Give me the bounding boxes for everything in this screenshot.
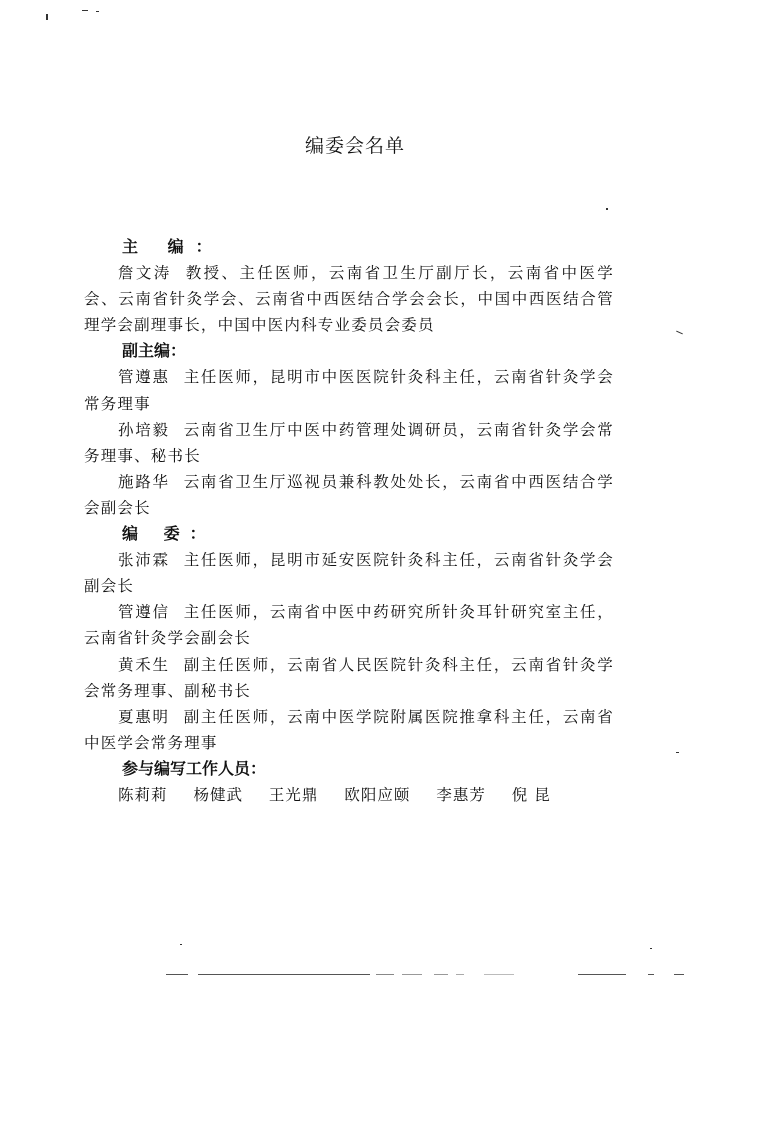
editorial-committee-heading: 编 委：	[122, 524, 216, 544]
member-description: 主任医师，昆明市延安医院针灸科主任，云南省针灸学会副会长	[84, 551, 614, 596]
footer-rule	[434, 974, 448, 975]
scan-speck	[180, 944, 182, 945]
member-description: 副主任医师，云南中医学院附属医院推拿科主任，云南省中医学会常务理事	[84, 707, 614, 752]
footer-rule	[456, 974, 464, 975]
participant-name: 王光鼎	[268, 785, 319, 804]
chief-editor-entry	[84, 260, 614, 338]
scan-speck	[96, 11, 99, 12]
member-description: 副主任医师，云南省人民医院针灸科主任，云南省针灸学会常务理事、副秘书长	[84, 655, 614, 700]
scan-speck	[82, 10, 88, 11]
scan-speck	[46, 14, 48, 20]
footer-rule	[578, 974, 626, 975]
participant-name: 陈莉莉	[118, 785, 168, 804]
member-name: 张沛霖	[118, 551, 170, 570]
member-name: 施路华	[118, 472, 170, 491]
participants-heading: 参与编写工作人员：	[122, 758, 267, 778]
member-description: 云南省卫生厅巡视员兼科教处处长，云南省中西医结合学会副会长	[84, 472, 614, 517]
member-name: 詹文涛	[118, 264, 172, 283]
editorial-board-list	[84, 234, 614, 808]
page-title: 编委会名单	[304, 135, 405, 157]
member-description: 主任医师，昆明市中医医院针灸科主任，云南省针灸学会常务理事	[84, 368, 614, 413]
scan-speck	[676, 752, 679, 753]
participants-list	[84, 782, 614, 808]
member-name: 管遵信	[118, 603, 170, 622]
participant-name: 倪 昆	[511, 785, 551, 804]
chief-editor-heading: 主 编：	[122, 237, 224, 256]
footer-rule	[648, 974, 654, 975]
scan-speck	[650, 948, 652, 949]
footer-rule	[484, 974, 514, 975]
member-name: 夏惠明	[118, 707, 170, 726]
deputy-editor-entry	[84, 417, 614, 469]
committee-member-entry	[84, 599, 614, 651]
member-description: 主任医师，云南省中医中药研究所针灸耳针研究室主任，云南省针灸学会副会长	[84, 603, 614, 648]
footer-rule	[674, 974, 684, 975]
committee-member-entry	[84, 547, 614, 599]
committee-member-entry	[84, 704, 614, 756]
deputy-editor-entry	[84, 469, 614, 521]
member-name: 孙培毅	[118, 420, 170, 439]
scan-speck	[676, 331, 683, 335]
footer-rule	[376, 974, 394, 975]
participant-name: 欧阳应颐	[344, 785, 411, 804]
participant-name: 李惠芳	[436, 785, 486, 804]
footer-rule	[198, 974, 370, 975]
participant-name: 杨健武	[193, 785, 243, 804]
footer-rule	[402, 974, 422, 975]
member-name: 管遵惠	[118, 368, 170, 387]
deputy-editor-entry	[84, 364, 614, 416]
member-name: 黄禾生	[118, 655, 170, 674]
member-description: 教授、主任医师，云南省卫生厅副厅长，云南省中医学会、云南省针灸学会、云南省中西医结合学会会长，中国中西医结合管理学会副理事长，中国中医内科专业委员会委员	[84, 264, 614, 335]
deputy-editor-heading: 副主编：	[122, 341, 187, 361]
scan-speck	[606, 208, 608, 210]
footer-rule	[166, 974, 188, 975]
committee-member-entry	[84, 652, 614, 704]
member-description: 云南省卫生厅中医中药管理处调研员，云南省针灸学会常务理事、秘书长	[84, 420, 614, 465]
